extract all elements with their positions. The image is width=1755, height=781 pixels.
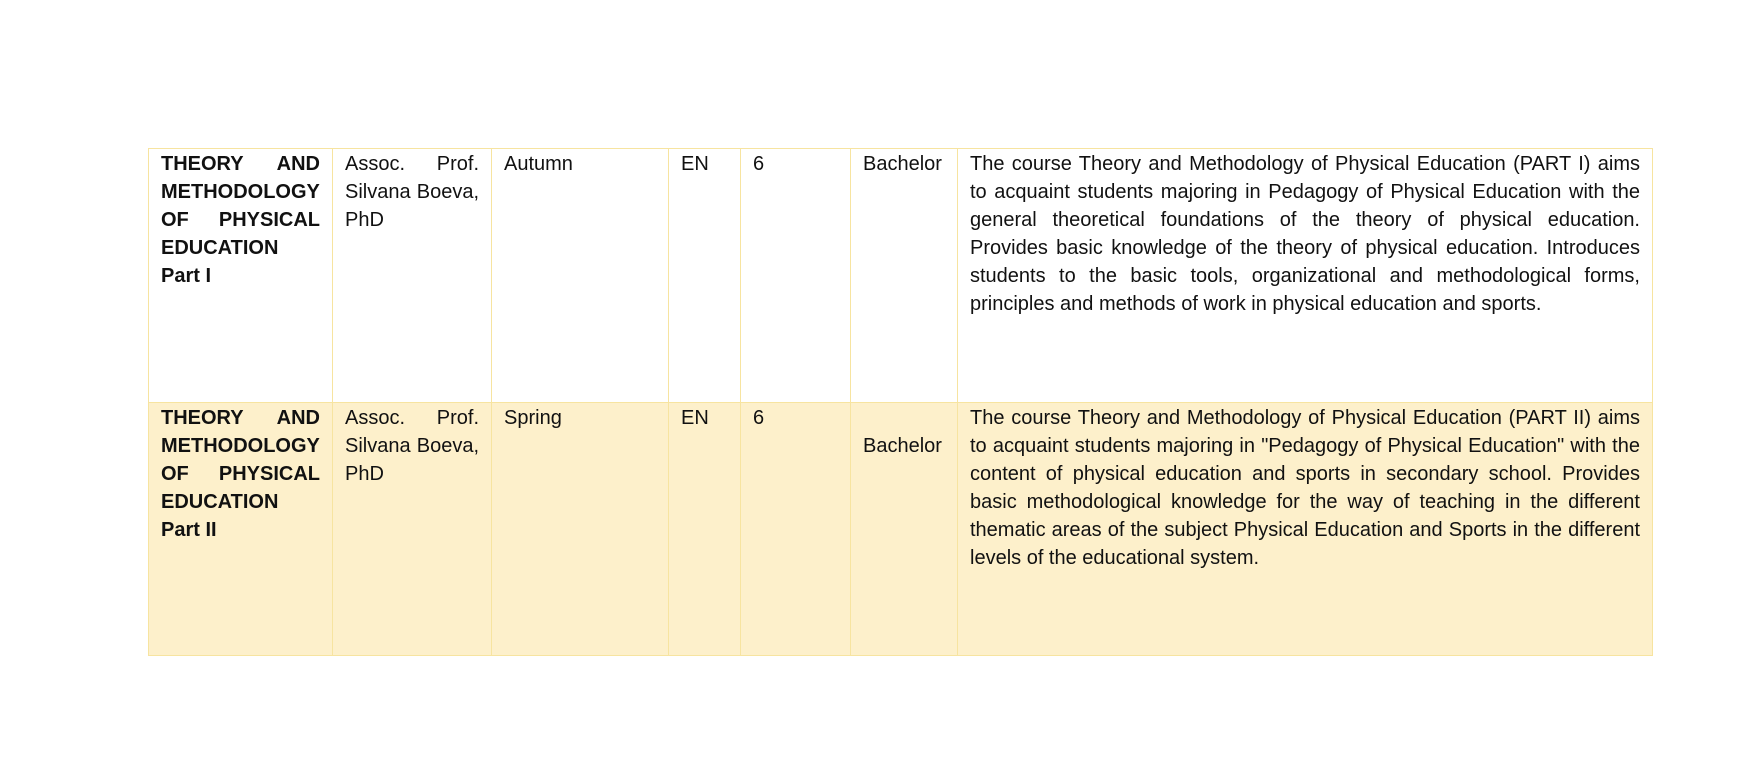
course-semester: Autumn (492, 149, 669, 403)
course-degree: Bachelor (863, 435, 942, 457)
course-title: THEORY AND METHODOLOGY OF PHYSICAL EDUCATION Part II (149, 403, 333, 656)
course-language: EN (669, 403, 741, 656)
course-ects: 6 (741, 403, 851, 656)
course-degree-cell (851, 403, 958, 656)
course-description: The course Theory and Methodology of Physical Education (PART I) aims to acquaint students majoring in Pedagogy of Physical Education with the general theoretical foundations of the theory of physical education. Provides basic knowledge of the theory of physical education. Introduces students to the basic tools, organizational and methodological forms, principles and methods of work in physical education and sports. (958, 149, 1653, 403)
course-semester: Spring (492, 403, 669, 656)
course-language: EN (669, 149, 741, 403)
course-table (148, 148, 1653, 656)
course-lecturer: Assoc. Prof. Silvana Boeva, PhD (333, 149, 492, 403)
course-title: THEORY AND METHODOLOGY OF PHYSICAL EDUCATION Part I (149, 149, 333, 403)
course-lecturer: Assoc. Prof. Silvana Boeva, PhD (333, 403, 492, 656)
course-degree: Bachelor (851, 149, 958, 403)
table-row (149, 149, 1653, 403)
course-description: The course Theory and Methodology of Physical Education (PART II) aims to acquaint students majoring in "Pedagogy of Physical Education" with the content of physical education and sports in secondary school. Provides basic methodological knowledge for the way of teaching in the different thematic areas of the subject Physical Education and Sports in the different levels of the educational system. (958, 403, 1653, 656)
table-row (149, 403, 1653, 656)
course-ects: 6 (741, 149, 851, 403)
